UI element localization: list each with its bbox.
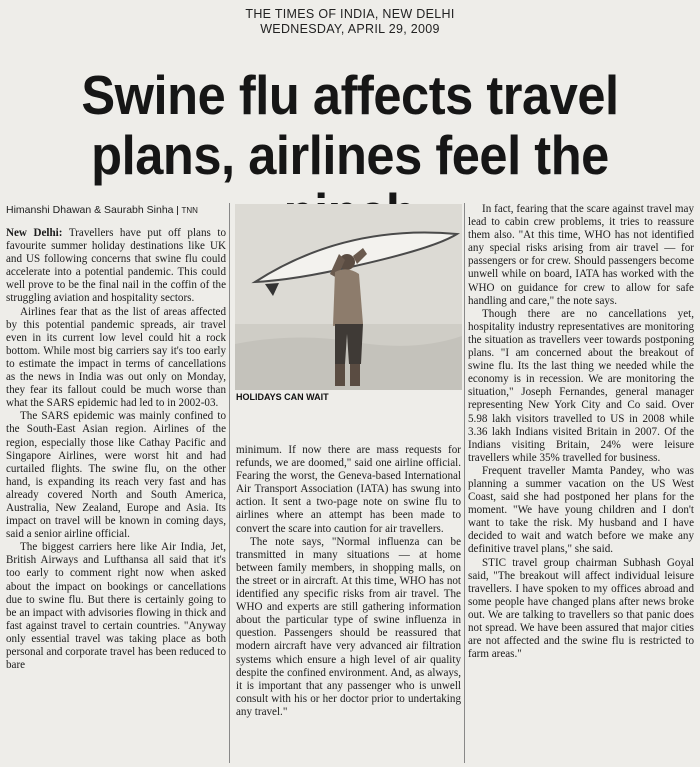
dateline-paper: THE TIMES OF INDIA, NEW DELHI: [245, 7, 455, 21]
photo-surfer-with-surfboard: [235, 204, 462, 390]
byline-agency: TNN: [177, 206, 198, 215]
paragraph: minimum. If now there are mass requests for refunds, we are doomed," said one airline official. Fearing the worst, the Geneva-based International Air Transport Association (IATA) has swung into action. It sent a two-page note on swine flu to airlines where an attempt has been made to convert the scare into caution for air travellers.: [236, 444, 461, 535]
paragraph: The note says, "Normal influenza can be transmitted in many situations — at home between family members, in shopping malls, on the street or in aircraft. At this time, WHO has not identified any specific risks from air travel. The WHO and experts are still gathering information about the particular type of swine influenza in question. Passengers should be reassured that modern aircraft have very advanced air filtration systems which ensure a high level of air quality despite the confined environment. And, as always, it is important that any passenger who is unwell consult with his or her doctor prior to undertaking any travel.": [236, 535, 461, 718]
byline: [6, 204, 198, 216]
article-column-1: [6, 227, 226, 762]
paragraph: Frequent traveller Mamta Pandey, who was planning a summer vacation on the US West Coast, said she had postponed her plans for the moment. "We have young children and I don't want to take the risk. My husband and I have decided to wait and watch before we make any definitive travel plans," she said.: [468, 464, 694, 556]
dateline-date: WEDNESDAY, APRIL 29, 2009: [260, 22, 440, 36]
paragraph: STIC travel group chairman Subhash Goyal said, "The breakout will affect individual leisure travellers. I have spoken to my offices abroad and some people have changed plans after news broke out. We are talking to travellers so that panic does not spread. We have been assured that major cities are not affected and the swine flu is restricted to farm areas.": [468, 556, 694, 661]
headline-line-2: plans, airlines feel the: [91, 124, 609, 186]
paragraph: The biggest carriers here like Air India, Jet, British Airways and Lufthansa all said that it's too early to comment right now when asked about the impact on bookings or cancellations due to swine flu. But there is certainly going to be an impact with advisories flowing in thick and fast against travel to certain countries. "Anyway only essential travel was taking place as both personal and corporate travel has been reduced to bare: [6, 541, 226, 672]
article-column-3: [468, 203, 694, 763]
paragraph: [6, 227, 226, 306]
dateline-lead: New Delhi:: [6, 227, 63, 239]
article-column-2: [236, 444, 461, 762]
headline-line-1: Swine flu affects travel: [81, 64, 619, 126]
column-rule-2: [464, 203, 465, 763]
paragraph: Though there are no cancellations yet, hospitality industry representatives are monitoring the situation as travellers veer towards postponing plans. "I am concerned about the breakout of swine flu. Its the last thing we needed while the economy is in recession. We are monitoring the situation," Joseph Fernandes, general manager representing New York City and Co said. Over 5.98 lakh visitors travelled to US in 2008 while 3.36 lakh Indians visited Britain in 2007. Of the Indians visiting Britain, 24% were leisure travellers while 35% travelled for business.: [468, 307, 694, 464]
column-rule-1: [229, 203, 230, 763]
paragraph: Airlines fear that as the list of areas affected by this potential pandemic spreads, air travel even in its current low level could hit a rock bottom. While most big carriers say it's too early to estimate the impact in terms of cancellations as the news in India was out only on Monday, they fear its fallout could be much worse than what the SARS epidemic had led to in 2002-03.: [6, 305, 226, 410]
photo-caption: HOLIDAYS CAN WAIT: [236, 392, 329, 402]
paragraph: The SARS epidemic was mainly confined to the South-East Asian region. Airlines of the region, especially those like Cathay Pacific and Singapore Airlines, were worst hit and had curtailed flights. The swine flu, on the other hand, is expanding its reach very fast and has already covered North and South America, Australia, New Zealand, Europe and Asia. Its impact on travel will be known in coming days, said a senior airline official.: [6, 410, 226, 541]
photo-illustration: [235, 204, 462, 390]
paragraph-text: Travellers have put off plans to favourite summer holiday destinations like UK and US following concerns that swine flu could accelerate into a potential pandemic. This could well prove to be the final nail in the coffin of the struggling aviation and hospitality sectors.: [6, 227, 226, 305]
byline-authors: Himanshi Dhawan & Saurabh Sinha: [6, 204, 174, 216]
paragraph: In fact, fearing that the scare against travel may lead to cabin crew problems, it tries to reassure them also. "At this time, WHO has not identified any special risks arising from air travel — for passengers or for crew. Should passengers become unwell while on board, IATA has worked with the WHO on guidance for crew to allow for safe handling and care," the note says.: [468, 203, 694, 307]
